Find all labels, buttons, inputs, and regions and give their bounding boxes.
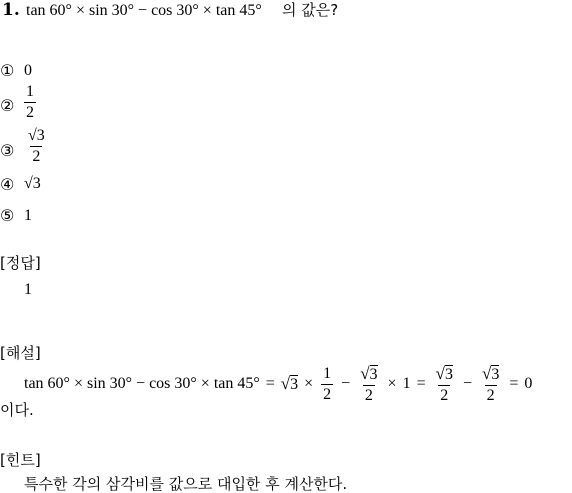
option-3-marker: ③	[0, 141, 15, 160]
solution-minus-1: −	[341, 375, 351, 392]
option-2-fraction	[22, 84, 38, 121]
option-3-numerator: √3	[28, 127, 45, 144]
solution-eq-3: =	[509, 375, 519, 392]
solution-times-2: ×	[387, 375, 397, 392]
option-1-marker: ①	[0, 61, 15, 80]
option-4-marker: ④	[0, 175, 15, 194]
option-2-numerator: 1	[26, 83, 34, 100]
option-5-marker: ⑤	[0, 206, 15, 225]
solution-sqrt3: √ 3	[280, 374, 299, 393]
hint-label: [힌트]	[0, 451, 41, 469]
solution-times-1: ×	[304, 375, 314, 392]
solution-frac-sqrt3-half-2: √ 3 2	[435, 363, 453, 404]
answer-label: [정답]	[0, 254, 41, 272]
option-2-marker: ②	[0, 96, 15, 115]
solution-eq-1: =	[265, 375, 275, 392]
solution-eq-2: =	[416, 375, 426, 392]
solution-lhs: tan 60° × sin 30° − cos 30° × tan 45°	[24, 375, 260, 392]
option-2-denominator: 2	[26, 104, 34, 121]
hint-text: 특수한 각의 삼각비를 값으로 대입한 후 계산한다.	[24, 475, 348, 493]
option-5-value: 1	[24, 207, 32, 224]
option-3-fraction	[24, 128, 49, 165]
solution-minus-2: −	[462, 375, 472, 392]
solution-equation	[24, 362, 532, 406]
question-suffix: 의 값은?	[282, 1, 339, 19]
question-expression: tan 60° × sin 30° − cos 30° × tan 45°	[26, 2, 262, 19]
option-3-denominator: 2	[32, 148, 41, 165]
option-1-value: 0	[24, 62, 32, 79]
solution-frac-sqrt3-half-3: √ 3 2	[481, 363, 500, 404]
solution-zero: 0	[524, 375, 533, 392]
solution-frac-half: $\frac{1}{2}$	[323, 364, 332, 403]
solution-one: 1	[402, 375, 411, 392]
question-number: 1.	[2, 0, 20, 20]
solution-label: [해설]	[0, 344, 41, 362]
solution-tail: 이다.	[0, 401, 34, 419]
solution-frac-sqrt3-half-1: √ 3 2	[360, 363, 378, 404]
option-4-value: √3	[24, 175, 41, 192]
answer-value: 1	[24, 281, 32, 298]
